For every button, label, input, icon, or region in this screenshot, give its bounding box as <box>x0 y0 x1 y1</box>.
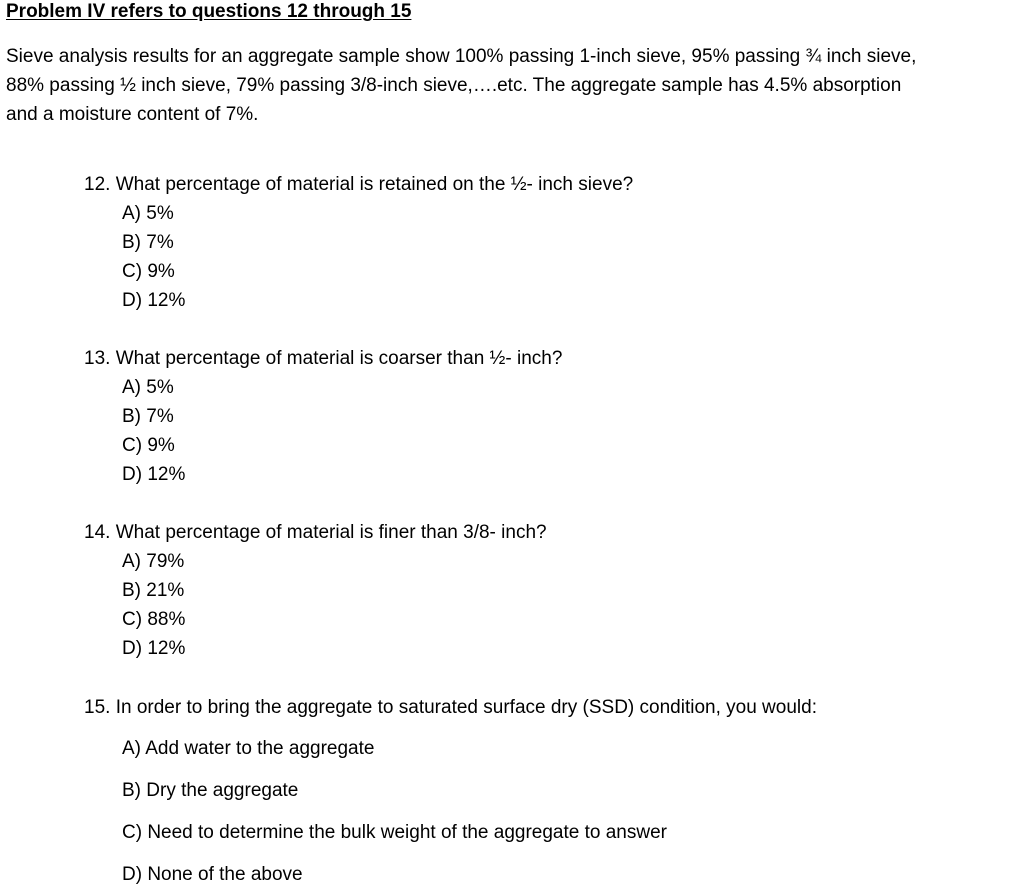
problem-intro <box>6 42 1022 129</box>
answer-options <box>122 373 562 489</box>
problem-heading: Problem IV refers to questions 12 through 15 <box>6 1 412 22</box>
option-a: A) 5% <box>122 203 174 224</box>
answer-options <box>122 728 817 896</box>
option-d: D) 12% <box>122 638 186 659</box>
intro-line: Sieve analysis results for an aggregate sample show 100% passing 1-inch sieve, 95% passing ¾ inch sieve, <box>6 46 917 67</box>
answer-options <box>122 199 633 315</box>
question-13 <box>84 344 562 489</box>
question-text: 12. What percentage of material is retained on the ½- inch sieve? <box>84 174 634 195</box>
option-b: B) 21% <box>122 580 185 601</box>
question-12 <box>84 170 633 315</box>
intro-line: 88% passing ½ inch sieve, 79% passing 3/8-inch sieve,….etc. The aggregate sample has 4.5% absorption <box>6 75 902 96</box>
option-d: D) 12% <box>122 464 186 485</box>
option-d: D) 12% <box>122 290 186 311</box>
option-b: B) Dry the aggregate <box>122 780 299 801</box>
question-text: 13. What percentage of material is coarser than ½- inch? <box>84 348 563 369</box>
option-a: A) 5% <box>122 377 174 398</box>
question-14 <box>84 518 547 663</box>
option-c: C) Need to determine the bulk weight of the aggregate to answer <box>122 822 667 843</box>
question-text: 14. What percentage of material is finer than 3/8- inch? <box>84 522 547 543</box>
intro-line: and a moisture content of 7%. <box>6 104 259 125</box>
option-c: C) 9% <box>122 435 175 456</box>
answer-options <box>122 547 547 663</box>
option-d: D) None of the above <box>122 864 303 885</box>
option-c: C) 9% <box>122 261 175 282</box>
option-b: B) 7% <box>122 232 174 253</box>
option-b: B) 7% <box>122 406 174 427</box>
question-15 <box>84 693 817 896</box>
question-text: 15. In order to bring the aggregate to saturated surface dry (SSD) condition, you would: <box>84 697 817 718</box>
option-a: A) 79% <box>122 551 185 572</box>
option-a: A) Add water to the aggregate <box>122 738 375 759</box>
option-c: C) 88% <box>122 609 186 630</box>
